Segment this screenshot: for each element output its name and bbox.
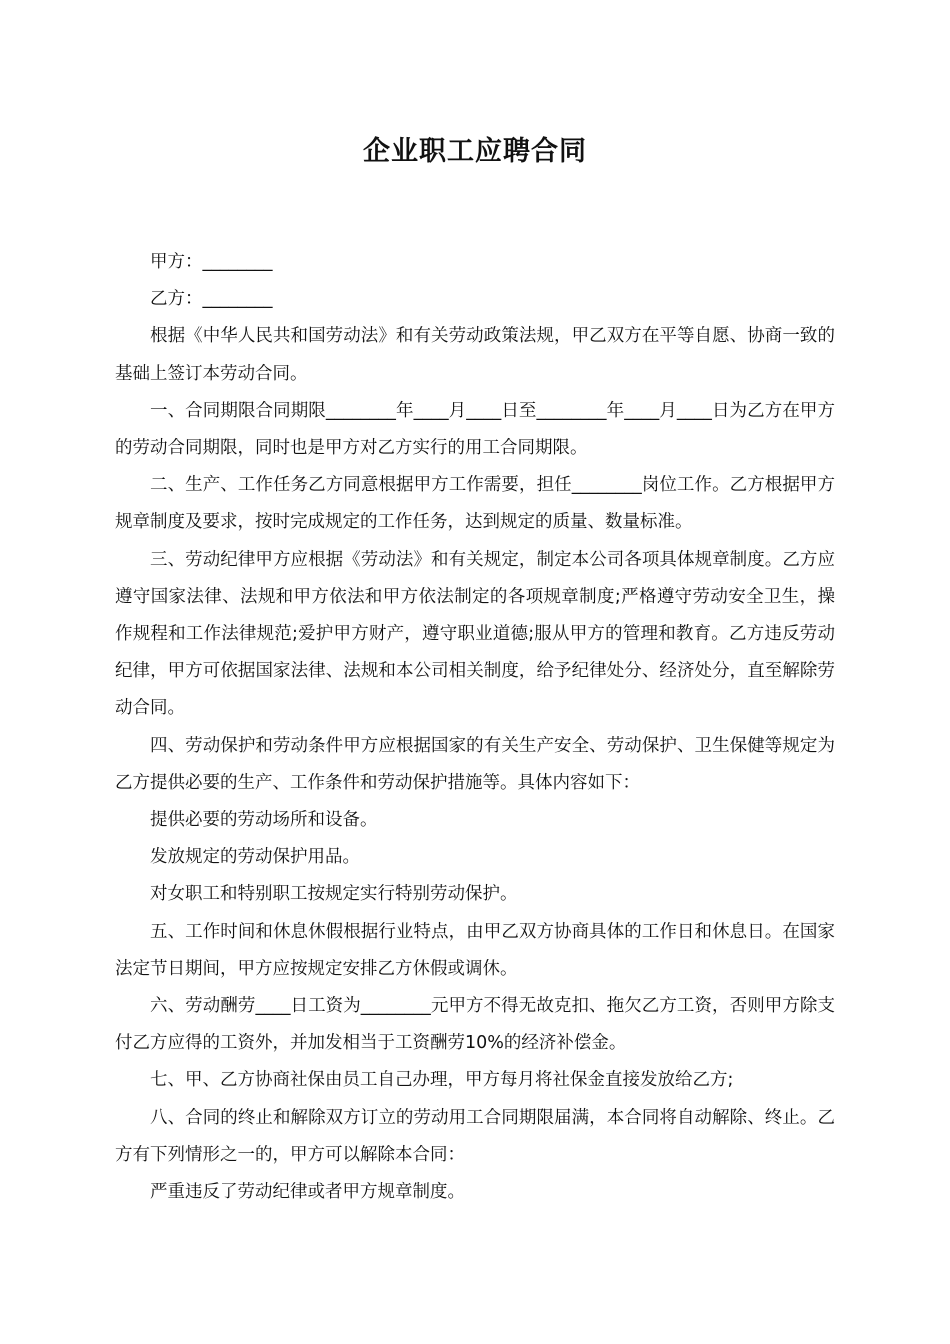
protection-item-2: 发放规定的劳动保护用品。 [150, 847, 360, 868]
party-a-line: 甲方：________ [150, 252, 273, 272]
clause-3-labor-discipline: 三、劳动纪律甲方应根据《劳动法》和有关规定，制定本公司各项具体规章制度。乙方应遵守国家法律、法规和甲方依法和甲方依法制定的各项规章制度;严格遵守劳动安全卫生，操作规程和工作法律规范;爱护甲方财产，遵守职业道德;服从甲方的管理和教育。乙方违反劳动纪律，甲方可依据国家法律、法规和本公司相关制度，给予纪律处分、经济处分，直至解除劳动合同。 [115, 549, 835, 719]
clause-5-working-hours: 五、工作时间和休息休假根据行业特点，由甲乙双方协商具体的工作日和休息日。在国家法定节日期间，甲方应按规定安排乙方休假或调休。 [115, 921, 835, 979]
document-body [115, 244, 835, 1211]
clause-1-contract-term: 一、合同期限合同期限________年____月____日至________年____月____日为乙方在甲方的劳动合同期限，同时也是甲方对乙方实行的用工合同期限。 [115, 400, 835, 459]
termination-item-1: 严重违反了劳动纪律或者甲方规章制度。 [150, 1182, 465, 1203]
clause-8-termination: 八、合同的终止和解除双方订立的劳动用工合同期限届满，本合同将自动解除、终止。乙方有下列情形之一的，甲方可以解除本合同： [115, 1107, 835, 1165]
clause-6-remuneration: 六、劳动酬劳____日工资为________元甲方不得无故克扣、拖欠乙方工资，否则甲方除支付乙方应得的工资外，并加发相当于工资酬劳10%的经济补偿金。 [115, 996, 835, 1054]
protection-item-3: 对女职工和特别职工按规定实行特别劳动保护。 [150, 884, 518, 905]
clause-4-labor-protection: 四、劳动保护和劳动条件甲方应根据国家的有关生产安全、劳动保护、卫生保健等规定为乙方提供必要的生产、工作条件和劳动保护措施等。具体内容如下： [115, 735, 835, 793]
preamble-paragraph: 根据《中华人民共和国劳动法》和有关劳动政策法规，甲乙双方在平等自愿、协商一致的基础上签订本劳动合同。 [115, 326, 835, 384]
clause-7-social-insurance: 七、甲、乙方协商社保由员工自己办理，甲方每月将社保金直接发放给乙方; [150, 1070, 734, 1091]
party-b-line: 乙方：________ [150, 289, 273, 310]
document-title: 企业职工应聘合同 [363, 136, 587, 167]
clause-2-work-tasks: 二、生产、工作任务乙方同意根据甲方工作需要，担任________岗位工作。乙方根据甲方规章制度及要求，按时完成规定的工作任务，达到规定的质量、数量标准。 [115, 475, 835, 533]
protection-item-1: 提供必要的劳动场所和设备。 [150, 810, 378, 831]
